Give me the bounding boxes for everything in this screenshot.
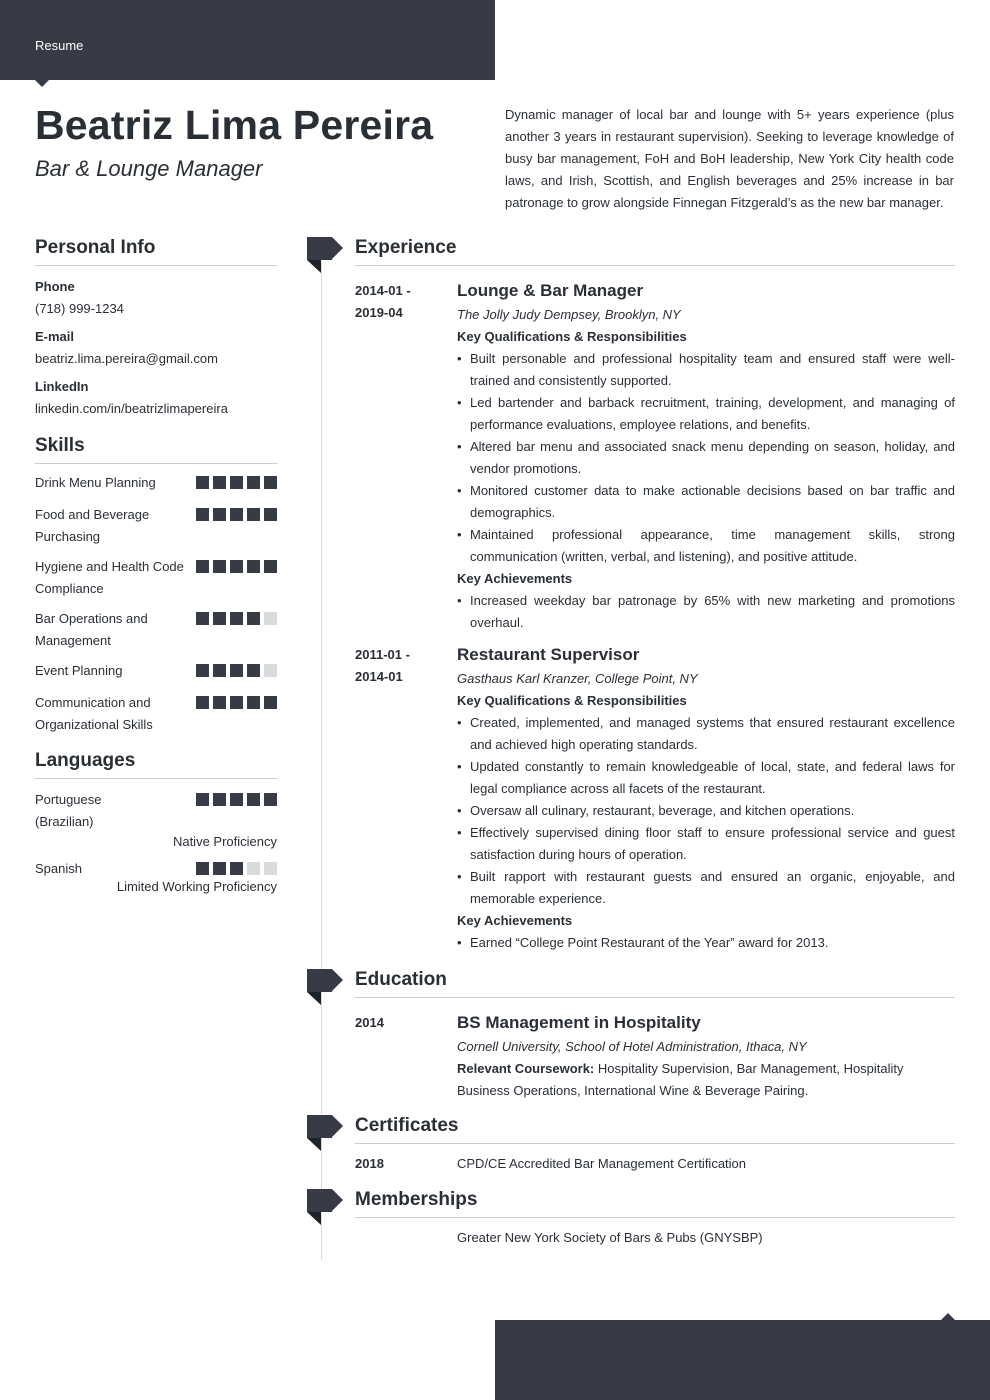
membership-entry	[355, 1227, 955, 1249]
languages-heading: Languages	[35, 750, 277, 779]
rating-square-filled	[247, 696, 260, 709]
certificate-entry	[355, 1153, 955, 1175]
rating-square-filled	[230, 560, 243, 573]
rating-square-filled	[247, 508, 260, 521]
rating-square-filled	[196, 664, 209, 677]
responsibilities-heading: Key Qualifications & Responsibilities	[457, 329, 687, 344]
rating-square-filled	[264, 508, 277, 521]
responsibilities-heading: Key Qualifications & Responsibilities	[457, 693, 687, 708]
top-header-band	[0, 0, 495, 80]
skills-list	[35, 472, 277, 736]
rating-square-filled	[264, 696, 277, 709]
email-value: beatriz.lima.pereira@gmail.com	[35, 351, 218, 366]
rating-square-filled	[196, 476, 209, 489]
footer-notch	[941, 1313, 955, 1320]
language-rating	[196, 793, 277, 806]
education-heading: Education	[355, 969, 955, 998]
rating-square-filled	[230, 612, 243, 625]
skill-item	[35, 504, 277, 548]
skills-heading: Skills	[35, 435, 277, 464]
linkedin-label: LinkedIn	[35, 379, 89, 394]
rating-square-filled	[247, 664, 260, 677]
education-entry	[355, 1012, 955, 1102]
skill-name: Drink Menu Planning	[35, 475, 156, 490]
achievements-heading: Key Achievements	[457, 913, 573, 928]
rating-square-filled	[213, 862, 226, 875]
language-name: Portuguese (Brazilian)	[35, 792, 102, 829]
skill-rating	[196, 664, 277, 677]
skill-item	[35, 660, 277, 682]
rating-square-filled	[213, 793, 226, 806]
rating-square-filled	[230, 664, 243, 677]
education-flag-icon	[307, 969, 343, 1005]
job-title: Restaurant Supervisor	[457, 645, 640, 664]
list-item: • Oversaw all culinary, restaurant, beverage, and kitchen operations.	[457, 800, 955, 822]
job-content	[457, 280, 955, 634]
job-date-end: 2014-01	[355, 669, 403, 684]
left-column	[35, 237, 277, 894]
list-item: • Altered bar menu and associated snack menu depending on season, holiday, and vendor promotions.	[457, 436, 955, 480]
rating-square-filled	[264, 476, 277, 489]
language-item	[35, 858, 277, 880]
rating-square-filled	[247, 612, 260, 625]
certificate-year: 2018	[355, 1156, 384, 1171]
achievements-list	[457, 932, 955, 954]
rating-square-filled	[213, 664, 226, 677]
job-date-end: 2019-04	[355, 305, 403, 320]
rating-square-filled	[213, 696, 226, 709]
list-item: • Effectively supervised dining floor staff to ensure professional service and guest satisfaction during hours of operation.	[457, 822, 955, 866]
timeline-line	[321, 262, 322, 1260]
job-title: Lounge & Bar Manager	[457, 281, 644, 300]
job-date-start: 2011-01 -	[355, 647, 410, 662]
membership-name: Greater New York Society of Bars & Pubs (GNYSBP)	[457, 1230, 763, 1245]
skill-name: Hygiene and Health Code Compliance	[35, 559, 184, 596]
responsibilities-list	[457, 348, 955, 568]
education-year: 2014	[355, 1015, 384, 1030]
rating-square-filled	[230, 793, 243, 806]
coursework-label: Relevant Coursework:	[457, 1061, 595, 1076]
list-item: • Built rapport with restaurant guests and ensured an organic, enjoyable, and memorable experience.	[457, 866, 955, 910]
rating-square-filled	[196, 793, 209, 806]
language-item	[35, 789, 277, 833]
degree-title: BS Management in Hospitality	[457, 1013, 701, 1032]
achievements-list	[457, 590, 955, 634]
rating-square-empty	[264, 862, 277, 875]
rating-square-filled	[264, 560, 277, 573]
rating-square-filled	[196, 696, 209, 709]
memberships-heading: Memberships	[355, 1189, 955, 1218]
candidate-title: Bar & Lounge Manager	[35, 156, 263, 181]
rating-square-filled	[230, 862, 243, 875]
coursework	[457, 1058, 955, 1102]
list-item: • Updated constantly to remain knowledgeable of local, state, and federal laws for legal compliance across all facets of the restaurant.	[457, 756, 955, 800]
achievements-heading: Key Achievements	[457, 571, 573, 586]
skill-name: Event Planning	[35, 663, 123, 678]
job-dates	[355, 280, 457, 634]
rating-square-empty	[247, 862, 260, 875]
coursework-value: Hospitality Supervision, Bar Management, Hospitality Business Operations, International Wine & Beverage Pairing.	[457, 1061, 904, 1098]
profile-summary: Dynamic manager of local bar and lounge with 5+ years experience (plus another 3 years in restaurant supervision). Seeking to leverage knowledge of busy bar management, FoH and BoH leadership, New York City health code laws, and Irish, Scottish, and English beverages and 25% increase in bar patronage to grow alongside Finnegan Fitzgerald’s as the new bar manager.	[505, 107, 954, 210]
rating-square-filled	[230, 508, 243, 521]
job-dates	[355, 644, 457, 954]
list-item: • Maintained professional appearance, time management skills, strong communication (written, verbal, and listening), and positive attitude.	[457, 524, 955, 568]
job-entry	[355, 644, 955, 954]
job-employer: Gasthaus Karl Kranzer, College Point, NY	[457, 671, 698, 686]
languages-list	[35, 789, 277, 894]
skill-item	[35, 556, 277, 600]
certificates-flag-icon	[307, 1115, 343, 1151]
list-item: • Created, implemented, and managed systems that ensured restaurant excellence and achieved high operating standards.	[457, 712, 955, 756]
list-item: • Increased weekday bar patronage by 65% with new marketing and promotions overhaul.	[457, 590, 955, 634]
list-item: • Built personable and professional hospitality team and ensured staff were well-trained and consistently supported.	[457, 348, 955, 392]
skill-rating	[196, 476, 277, 489]
memberships-section	[355, 1189, 955, 1249]
language-proficiency: Native Proficiency	[172, 834, 277, 849]
personal-info-heading: Personal Info	[35, 237, 277, 266]
job-employer: The Jolly Judy Dempsey, Brooklyn, NY	[457, 307, 681, 322]
membership-date-spacer	[355, 1227, 457, 1249]
skill-rating	[196, 560, 277, 573]
experience-section	[355, 237, 955, 954]
skill-name: Communication and Organizational Skills	[35, 695, 153, 732]
list-item: • Monitored customer data to make actionable decisions based on bar traffic and demographics.	[457, 480, 955, 524]
rating-square-filled	[247, 476, 260, 489]
rating-square-filled	[213, 508, 226, 521]
memberships-flag-icon	[307, 1189, 343, 1225]
list-item: • Led bartender and barback recruitment, training, development, and managing of performance evaluations, employee relations, and benefits.	[457, 392, 955, 436]
bottom-footer-band	[495, 1320, 990, 1400]
language-proficiency: Limited Working Proficiency	[116, 879, 277, 894]
resume-tag: Resume	[35, 38, 84, 53]
rating-square-filled	[213, 476, 226, 489]
skill-rating	[196, 612, 277, 625]
rating-square-filled	[196, 612, 209, 625]
skill-name: Bar Operations and Management	[35, 611, 148, 648]
school-name: Cornell University, School of Hotel Administration, Ithaca, NY	[457, 1039, 807, 1054]
responsibilities-list	[457, 712, 955, 910]
rating-square-filled	[213, 612, 226, 625]
rating-square-filled	[230, 476, 243, 489]
job-content	[457, 644, 955, 954]
certificate-name: CPD/CE Accredited Bar Management Certification	[457, 1156, 747, 1171]
email-label: E-mail	[35, 329, 75, 344]
education-content	[457, 1012, 955, 1102]
list-item: • Earned “College Point Restaurant of the Year” award for 2013.	[457, 932, 955, 954]
rating-square-empty	[264, 612, 277, 625]
rating-square-filled	[264, 793, 277, 806]
education-section	[355, 969, 955, 1102]
skill-item	[35, 472, 277, 494]
job-entry	[355, 280, 955, 634]
skill-name: Food and Beverage Purchasing	[35, 507, 150, 544]
job-date-start: 2014-01 -	[355, 283, 411, 298]
rating-square-filled	[230, 696, 243, 709]
linkedin-value: linkedin.com/in/beatrizlimapereira	[35, 401, 228, 416]
rating-square-filled	[196, 508, 209, 521]
rating-square-filled	[247, 560, 260, 573]
rating-square-filled	[247, 793, 260, 806]
language-name: Spanish	[35, 861, 82, 876]
skill-item	[35, 608, 277, 652]
certificates-heading: Certificates	[355, 1115, 955, 1144]
rating-square-filled	[196, 560, 209, 573]
rating-square-filled	[213, 560, 226, 573]
experience-flag-icon	[307, 237, 343, 273]
header-notch	[35, 80, 49, 87]
phone-value: (718) 999-1234	[35, 301, 124, 316]
language-rating	[196, 862, 277, 875]
phone-label: Phone	[35, 279, 75, 294]
rating-square-filled	[196, 862, 209, 875]
rating-square-empty	[264, 664, 277, 677]
candidate-name: Beatriz Lima Pereira	[35, 102, 434, 148]
skill-item	[35, 692, 277, 736]
skill-rating	[196, 696, 277, 709]
skill-rating	[196, 508, 277, 521]
certificates-section	[355, 1115, 955, 1175]
experience-heading: Experience	[355, 237, 955, 266]
